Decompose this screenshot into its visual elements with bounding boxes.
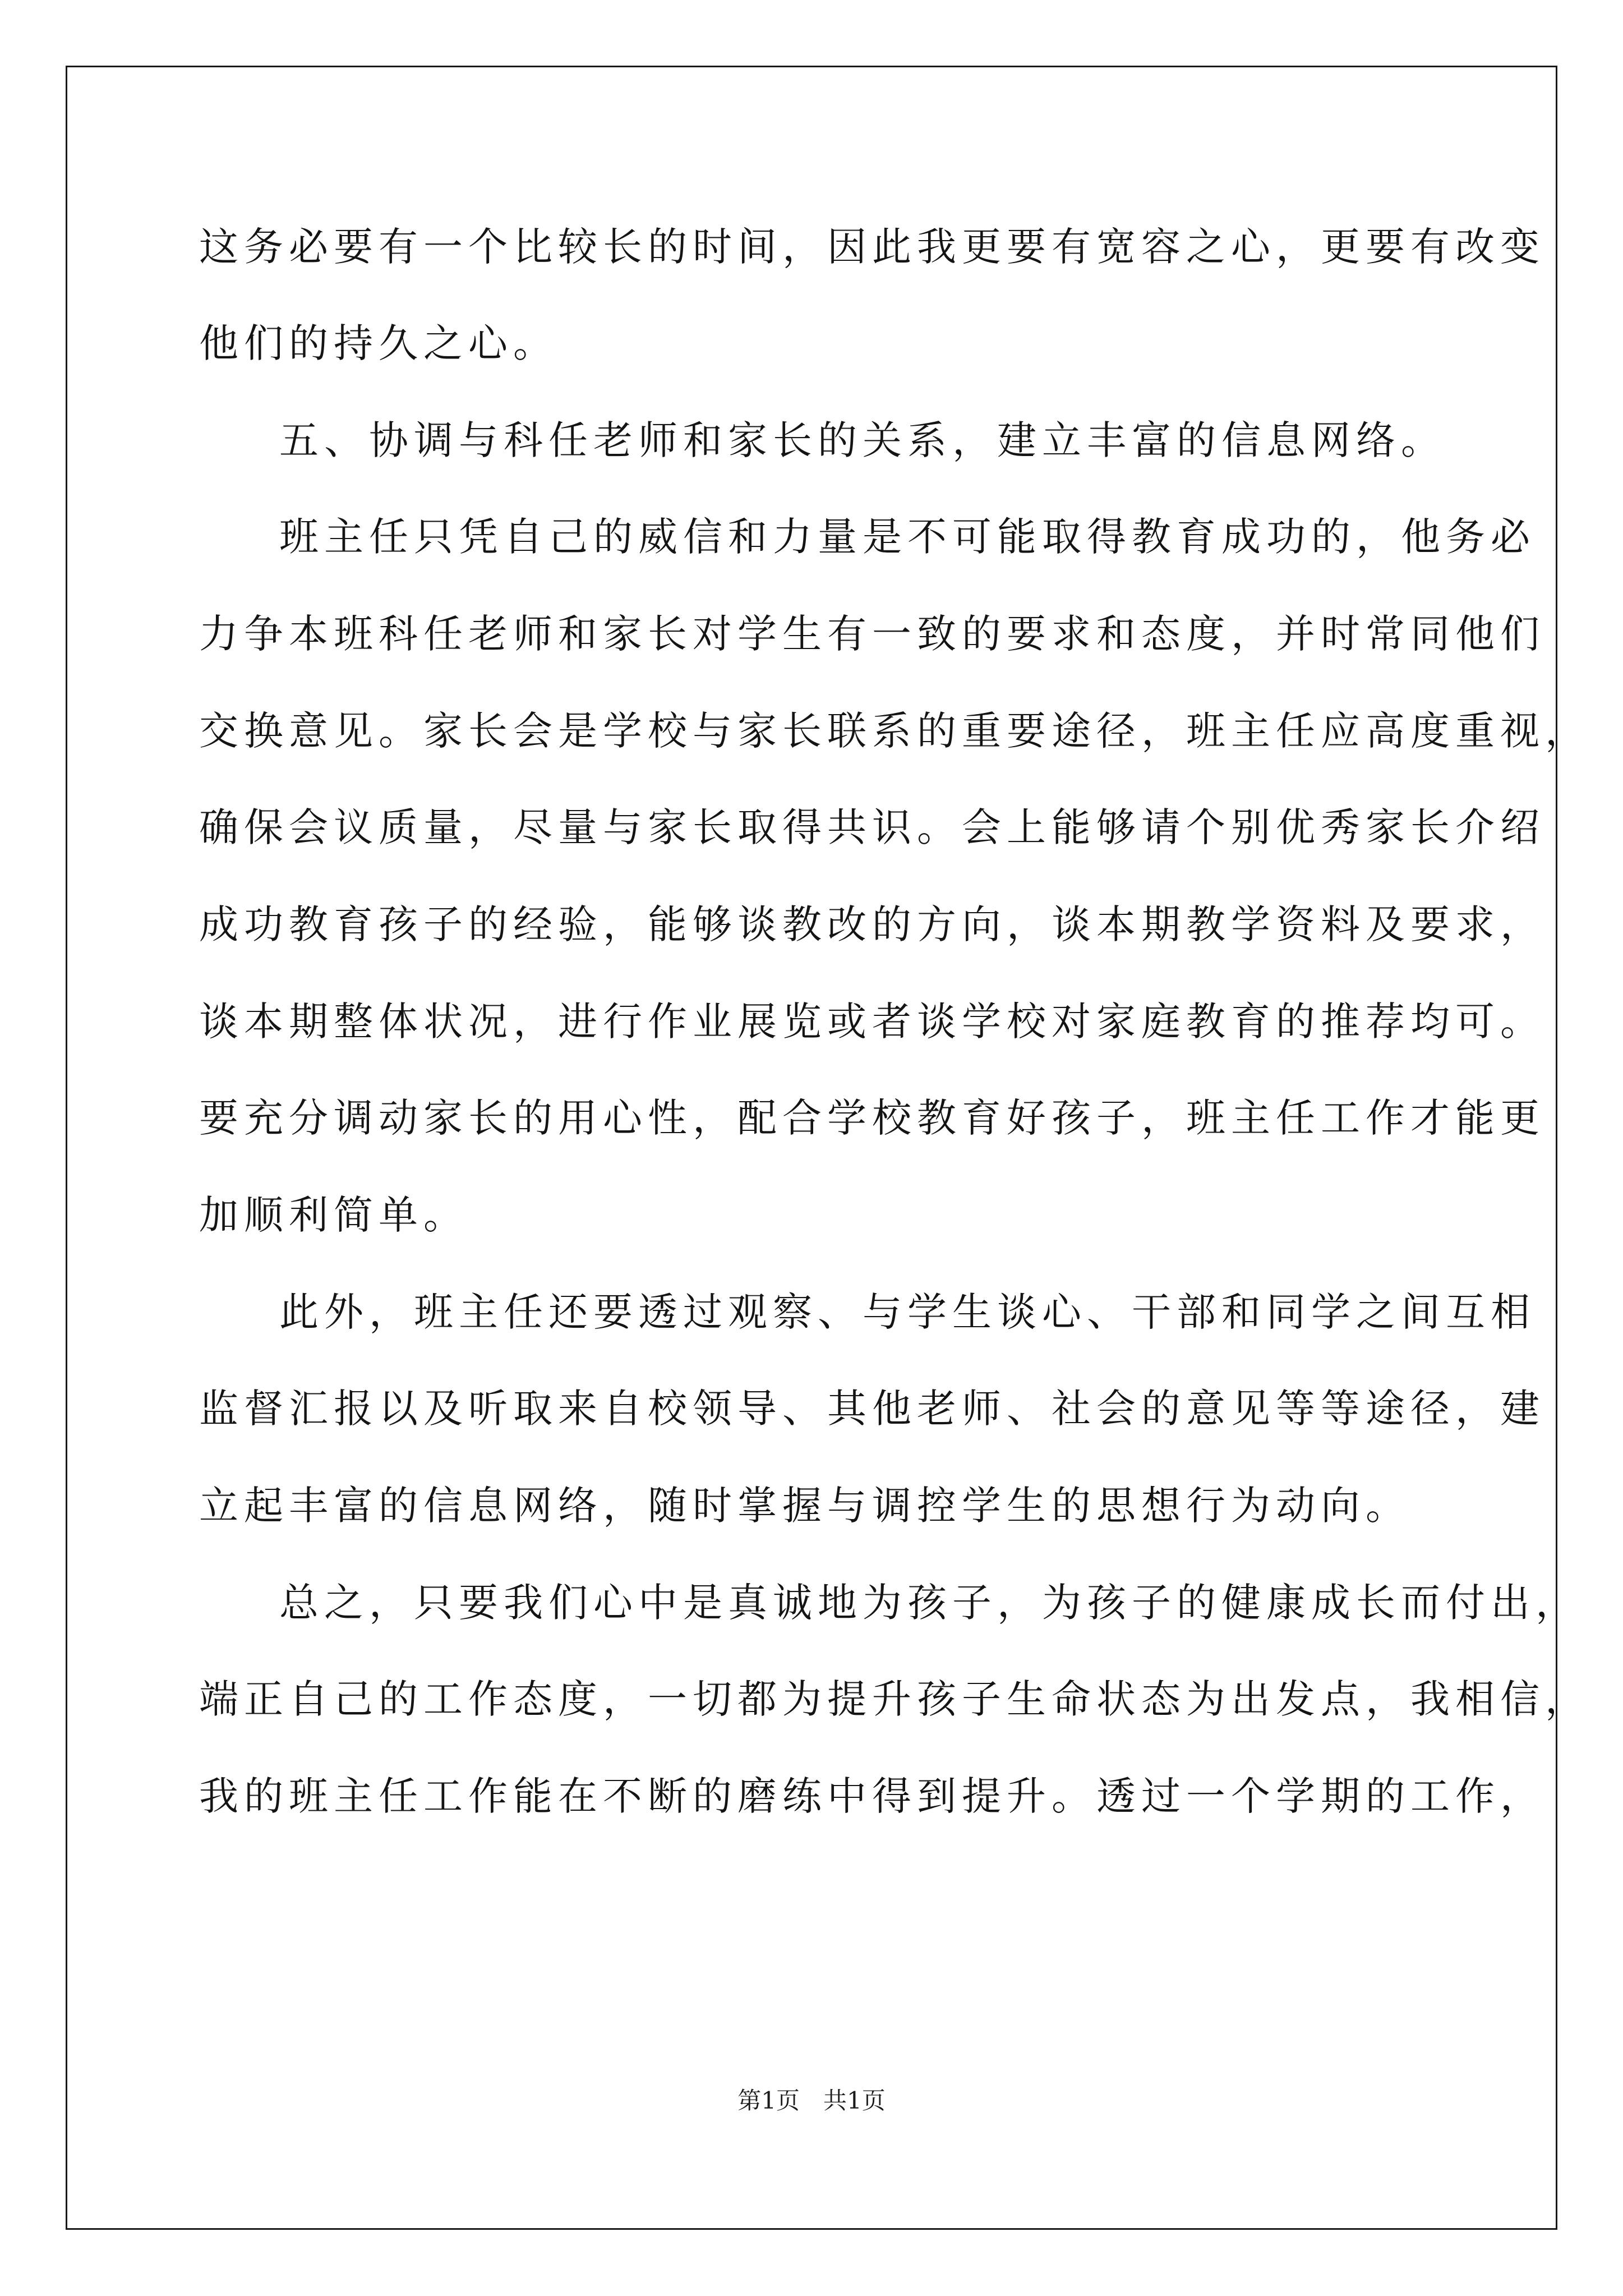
paragraph-line: 我的班主任工作能在不断的磨练中得到提升。透过一个学期的工作， (199, 1773, 1545, 1819)
paragraph-line: 这务必要有一个比较长的时间，因此我更要有宽容之心，更要有改变 (199, 224, 1545, 270)
paragraph-line: 加顺利简单。 (199, 1192, 468, 1238)
paragraph-line: 班主任只凭自己的威信和力量是不可能取得教育成功的，他务必 (279, 514, 1536, 560)
paragraph-line: 此外，班主任还要透过观察、与学生谈心、干部和同学之间互相 (279, 1289, 1536, 1335)
page-border (66, 66, 1590, 2230)
paragraph-line: 力争本班科任老师和家长对学生有一致的要求和态度，并时常同他们 (199, 611, 1545, 657)
section-heading: 五、协调与科任老师和家长的关系，建立丰富的信息网络。 (279, 417, 1446, 463)
paragraph-line: 他们的持久之心。 (199, 320, 558, 366)
paragraph-line: 端正自己的工作态度，一切都为提升孩子生命状态为出发点，我相信， (199, 1676, 1590, 1722)
paragraph-line: 总之，只要我们心中是真诚地为孩子，为孩子的健康成长而付出， (279, 1580, 1580, 1626)
paragraph-line: 确保会议质量，尽量与家长取得共识。会上能够请个别优秀家长介绍 (199, 804, 1545, 850)
page-number-footer: 第1页 共1页 (737, 2087, 886, 2114)
paragraph-line: 成功教育孩子的经验，能够谈教改的方向，谈本期教学资料及要求， (199, 901, 1545, 947)
paragraph-line: 立起丰富的信息网络，随时掌握与调控学生的思想行为动向。 (199, 1483, 1410, 1529)
paragraph-line: 要充分调动家长的用心性，配合学校教育好孩子，班主任工作才能更 (199, 1095, 1545, 1141)
paragraph-line: 监督汇报以及听取来自校领导、其他老师、社会的意见等等途径，建 (199, 1386, 1545, 1432)
paragraph-line: 交换意见。家长会是学校与家长联系的重要途径，班主任应高度重视， (199, 708, 1590, 754)
paragraph-line: 谈本期整体状况，进行作业展览或者谈学校对家庭教育的推荐均可。 (199, 999, 1545, 1045)
